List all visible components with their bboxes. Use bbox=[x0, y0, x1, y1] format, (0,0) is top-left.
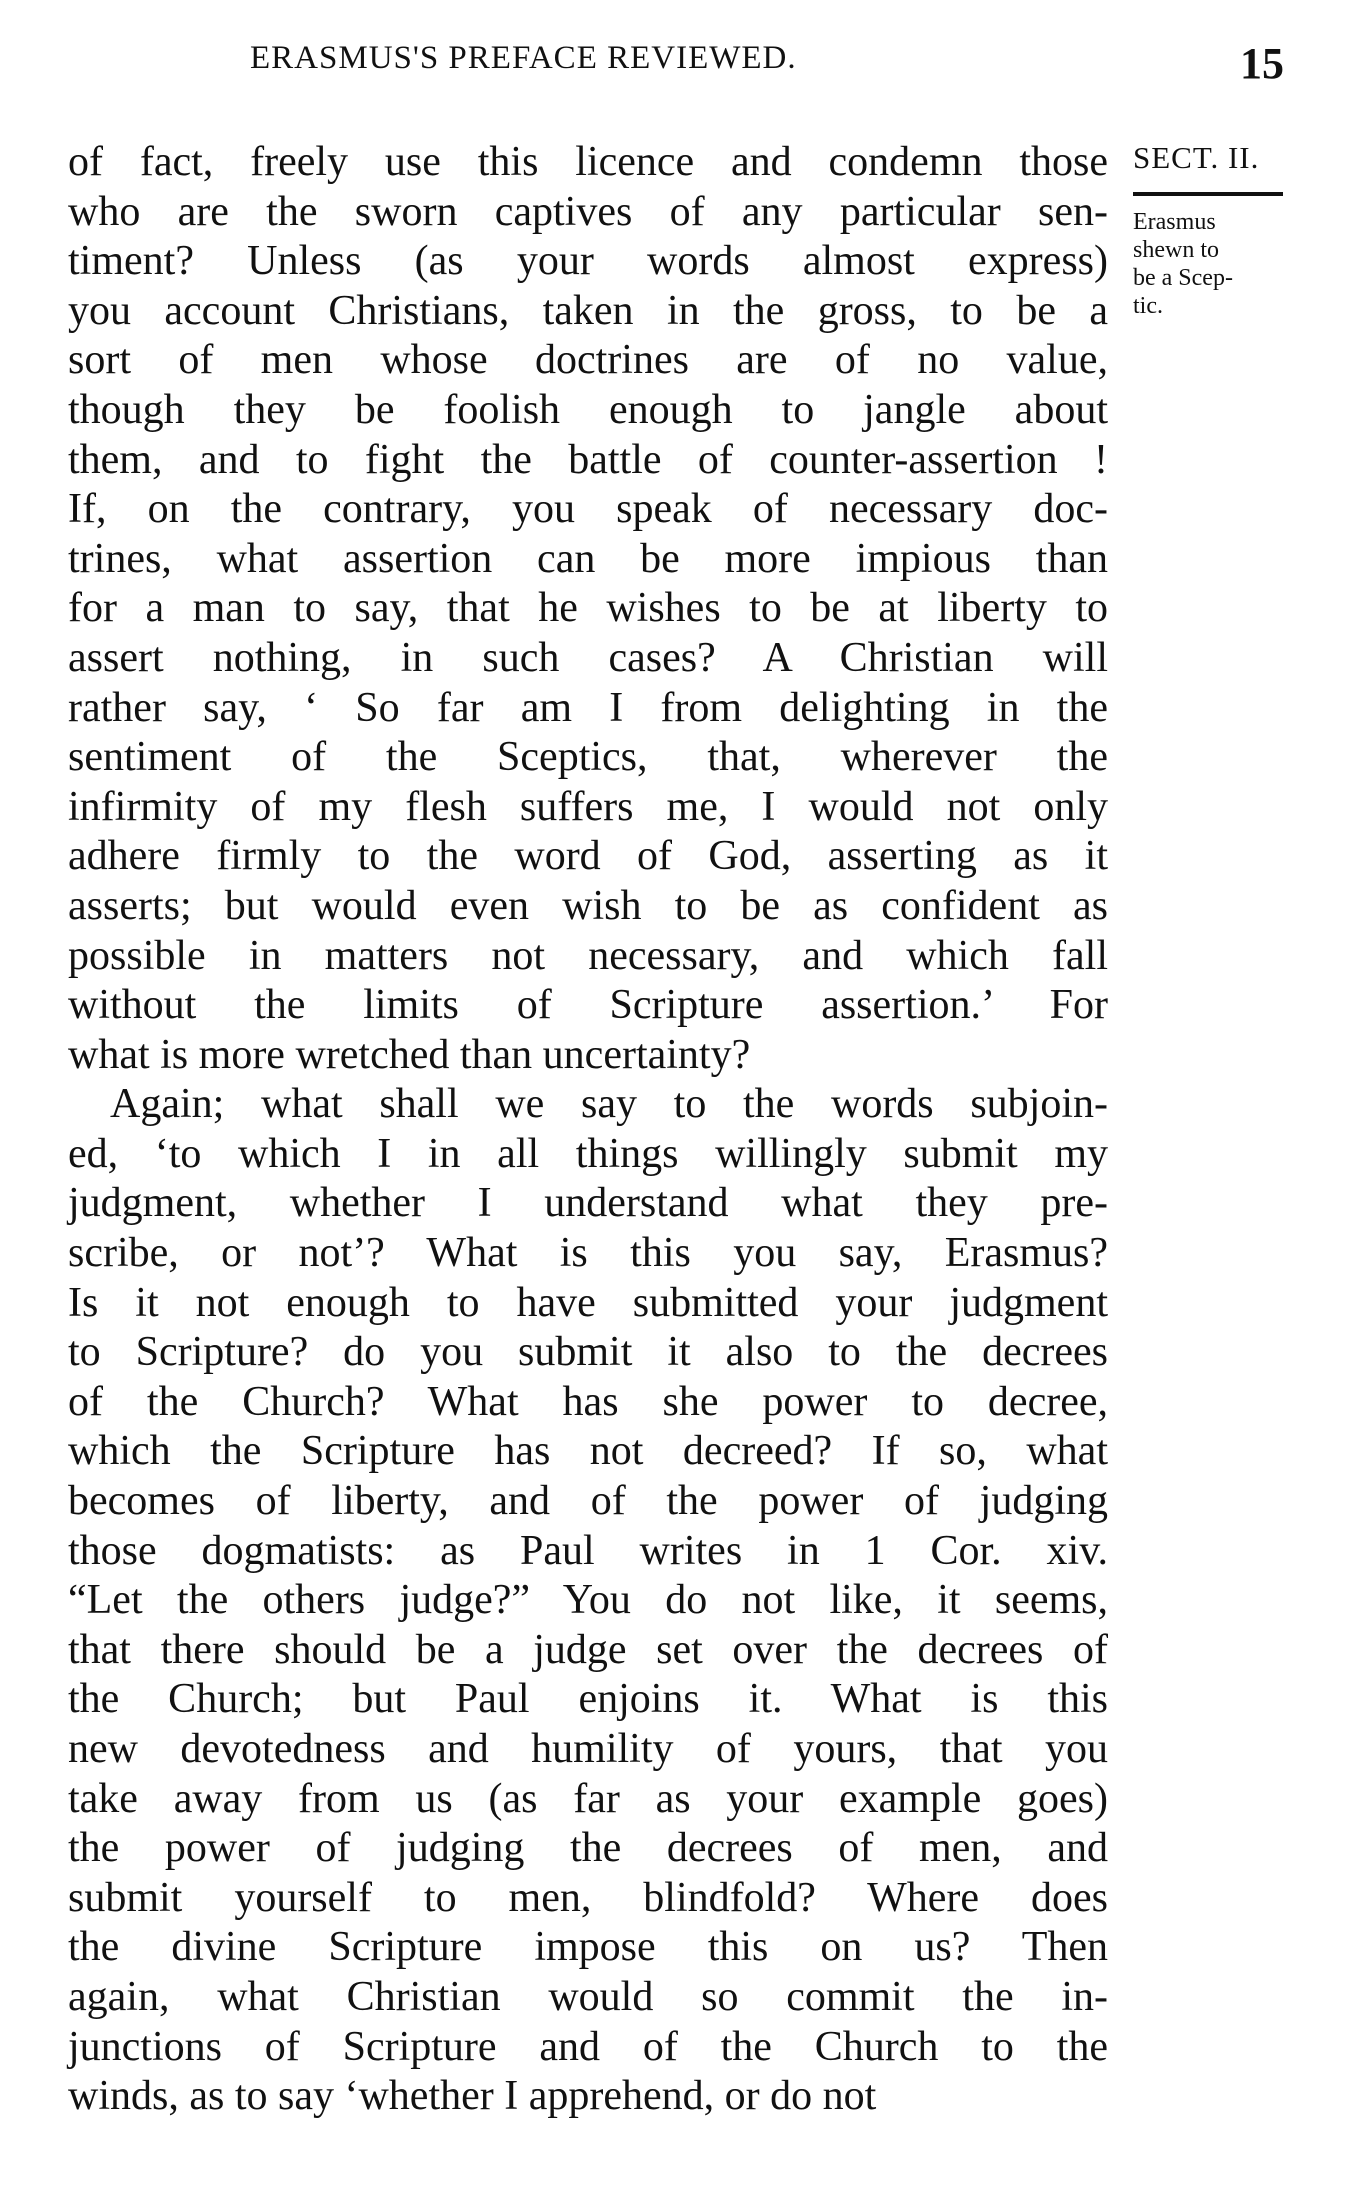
text-line: asserts; but would even wish to be as confident as bbox=[68, 882, 1108, 929]
text-line: to Scripture? do you submit it also to the decrees bbox=[68, 1329, 1108, 1376]
text-line: junctions of Scripture and of the Church to the bbox=[68, 2023, 1108, 2070]
text-line: the power of judging the decrees of men, and bbox=[68, 1825, 1108, 1872]
text-line: becomes of liberty, and of the power of judging bbox=[68, 1478, 1108, 1525]
text-line: judgment, whether I understand what they pre- bbox=[68, 1180, 1108, 1227]
marginal-note-line: tic. bbox=[1133, 293, 1163, 319]
text-line: you account Christians, taken in the gross, to be a bbox=[68, 287, 1108, 334]
text-line: scribe, or not’? What is this you say, Erasmus? bbox=[68, 1230, 1108, 1277]
text-line: sentiment of the Sceptics, that, wherever the bbox=[68, 734, 1108, 781]
text-line: that there should be a judge set over the decrees of bbox=[68, 1626, 1108, 1673]
text-line: those dogmatists: as Paul writes in 1 Cor. xiv. bbox=[68, 1527, 1108, 1574]
text-line: take away from us (as far as your example goes) bbox=[68, 1775, 1108, 1822]
section-rule bbox=[1133, 192, 1283, 196]
section-label: SECT. II. bbox=[1133, 140, 1260, 175]
text-line: what is more wretched than uncertainty? bbox=[68, 1031, 751, 1078]
text-line: “Let the others judge?” You do not like, it seems, bbox=[68, 1577, 1108, 1624]
text-line: the divine Scripture impose this on us? Then bbox=[68, 1924, 1108, 1971]
margin-note bbox=[1133, 140, 1293, 320]
text-line: Again; what shall we say to the words subjoin- bbox=[68, 1081, 1108, 1128]
text-line: which the Scripture has not decreed? If so, what bbox=[68, 1428, 1108, 1475]
marginal-note-line: Erasmus bbox=[1133, 209, 1216, 235]
text-line: Is it not enough to have submitted your judgment bbox=[68, 1279, 1108, 1326]
page-number: 15 bbox=[1240, 39, 1284, 88]
marginal-note-line: shewn to bbox=[1133, 237, 1219, 263]
text-line: adhere firmly to the word of God, asserting as it bbox=[68, 833, 1108, 880]
text-line: them, and to fight the battle of counter-assertion ! bbox=[68, 436, 1108, 483]
text-line: for a man to say, that he wishes to be at liberty to bbox=[68, 585, 1108, 632]
text-line: rather say, ‘ So far am I from delighting in the bbox=[68, 684, 1108, 731]
text-line: though they be foolish enough to jangle about bbox=[68, 386, 1108, 433]
marginal-summary bbox=[1133, 208, 1293, 320]
text-line: the Church; but Paul enjoins it. What is this bbox=[68, 1676, 1108, 1723]
text-line: new devotedness and humility of yours, that you bbox=[68, 1726, 1108, 1772]
text-line: again, what Christian would so commit the in- bbox=[68, 1973, 1108, 2020]
body-text bbox=[68, 138, 1108, 2122]
text-line: who are the sworn captives of any particular sen- bbox=[68, 188, 1108, 235]
text-line: winds, as to say ‘whether I apprehend, or do not bbox=[68, 2073, 877, 2120]
text-line: without the limits of Scripture assertion.’ For bbox=[68, 982, 1108, 1029]
text-line: trines, what assertion can be more impious than bbox=[68, 535, 1108, 582]
text-line: infirmity of my flesh suffers me, I would not only bbox=[68, 783, 1108, 830]
text-line: possible in matters not necessary, and which fall bbox=[68, 932, 1108, 979]
text-line: assert nothing, in such cases? A Christian will bbox=[68, 634, 1108, 681]
text-line: sort of men whose doctrines are of no value, bbox=[68, 337, 1108, 384]
text-line: of the Church? What has she power to decree, bbox=[68, 1378, 1108, 1425]
text-line: timent? Unless (as your words almost express) bbox=[68, 238, 1108, 285]
text-line: If, on the contrary, you speak of necessary doc- bbox=[68, 486, 1108, 533]
running-title: ERASMUS'S PREFACE REVIEWED. bbox=[250, 40, 797, 76]
text-line: of fact, freely use this licence and condemn those bbox=[68, 139, 1108, 185]
text-line: ed, ‘to which I in all things willingly submit my bbox=[68, 1130, 1108, 1177]
text-line: submit yourself to men, blindfold? Where does bbox=[68, 1874, 1108, 1921]
marginal-note-line: be a Scep- bbox=[1133, 265, 1233, 291]
